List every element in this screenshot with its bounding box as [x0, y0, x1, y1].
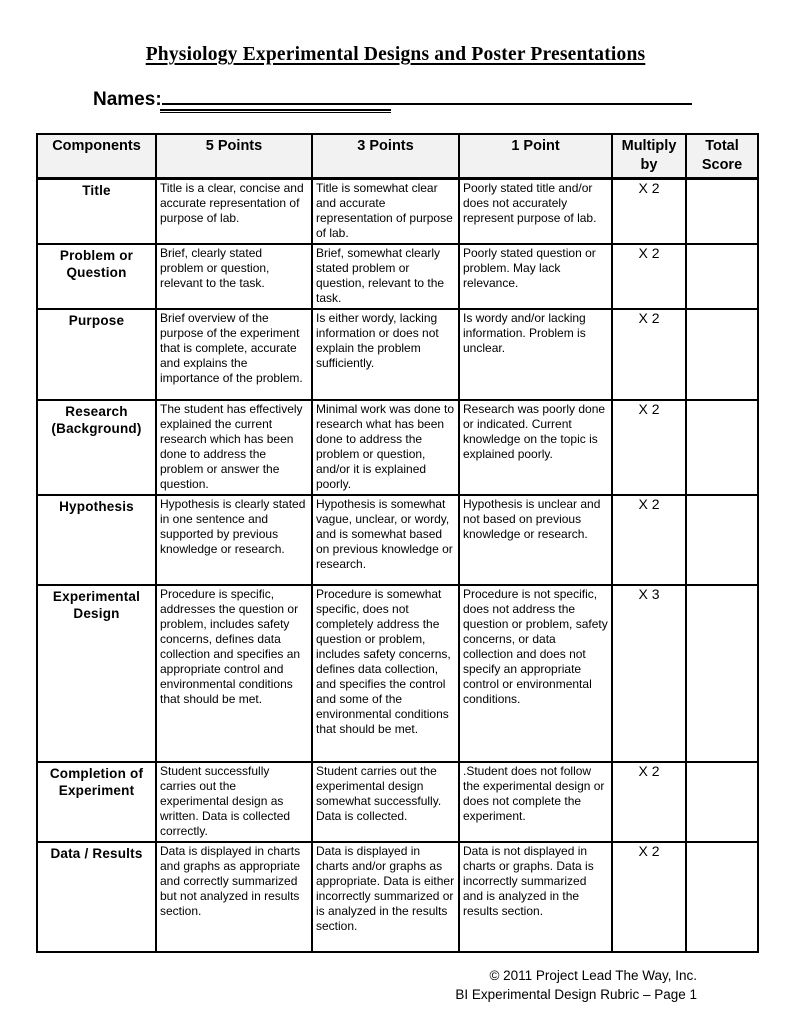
criteria-3pt-cell: Data is displayed in charts and/or graphs as appropriate. Data is either incorrectly summarized or is analyzed in the results section. — [312, 842, 459, 952]
criteria-5pt-cell: Data is displayed in charts and graphs as appropriate and correctly summarized but not analyzed in results section. — [156, 842, 312, 952]
component-cell: Title — [37, 179, 156, 245]
names-underline-segment — [160, 109, 391, 113]
multiply-by-cell: X 2 — [612, 179, 686, 245]
table-row-research-background — [37, 400, 758, 495]
criteria-1pt-cell: Poorly stated question or problem. May lack relevance. — [459, 244, 612, 309]
component-cell: Purpose — [37, 309, 156, 400]
names-label: Names: — [93, 89, 162, 110]
page-footer — [0, 966, 697, 1004]
multiply-by-cell: X 3 — [612, 585, 686, 762]
criteria-1pt-cell: Hypothesis is unclear and not based on previous knowledge or research. — [459, 495, 612, 585]
multiply-by-cell: X 2 — [612, 244, 686, 309]
names-blank-line — [162, 86, 692, 105]
criteria-1pt-cell: Is wordy and/or lacking information. Problem is unclear. — [459, 309, 612, 400]
total-score-cell — [686, 179, 758, 245]
total-score-cell — [686, 244, 758, 309]
total-score-cell — [686, 762, 758, 842]
table-row-experimental-design — [37, 585, 758, 762]
criteria-5pt-cell: Hypothesis is clearly stated in one sentence and supported by previous knowledge or research. — [156, 495, 312, 585]
total-score-cell — [686, 400, 758, 495]
criteria-5pt-cell: Brief, clearly stated problem or question, relevant to the task. — [156, 244, 312, 309]
multiply-by-cell: X 2 — [612, 495, 686, 585]
component-cell: Hypothesis — [37, 495, 156, 585]
component-cell: Experimental Design — [37, 585, 156, 762]
col-header-total-score: Total Score — [686, 134, 758, 179]
page-title-text: Physiology Experimental Designs and Poster Presentations — [145, 44, 646, 65]
multiply-by-cell: X 2 — [612, 400, 686, 495]
component-cell: Completion of Experiment — [37, 762, 156, 842]
col-header-multiply-by: Multiply by — [612, 134, 686, 179]
table-row-problem-or-question — [37, 244, 758, 309]
table-row-purpose — [37, 309, 758, 400]
criteria-1pt-cell: Poorly stated title and/or does not accurately represent purpose of lab. — [459, 179, 612, 245]
criteria-3pt-cell: Procedure is somewhat specific, does not completely address the question or problem, includes safety concerns, defines data collection, and specifies the control and some of the environmental conditions that should be met. — [312, 585, 459, 762]
col-header-1-point: 1 Point — [459, 134, 612, 179]
table-row-completion-of-experiment — [37, 762, 758, 842]
table-row-hypothesis — [37, 495, 758, 585]
criteria-1pt-cell: Data is not displayed in charts or graphs. Data is incorrectly summarized and is analyzed in the results section. — [459, 842, 612, 952]
col-header-3-points: 3 Points — [312, 134, 459, 179]
criteria-3pt-cell: Student carries out the experimental design somewhat successfully. Data is collected. — [312, 762, 459, 842]
rubric-table — [36, 133, 759, 953]
total-score-cell — [686, 842, 758, 952]
header-row — [37, 134, 758, 179]
component-cell: Research (Background) — [37, 400, 156, 495]
criteria-1pt-cell: Research was poorly done or indicated. Current knowledge on the topic is explained poorly. — [459, 400, 612, 495]
total-score-cell — [686, 309, 758, 400]
component-cell: Data / Results — [37, 842, 156, 952]
rubric-page-line: BI Experimental Design Rubric – Page 1 — [455, 987, 697, 1002]
component-cell: Problem or Question — [37, 244, 156, 309]
col-header-5-points: 5 Points — [156, 134, 312, 179]
multiply-by-cell: X 2 — [612, 762, 686, 842]
copyright-line: © 2011 Project Lead The Way, Inc. — [489, 968, 697, 983]
names-row — [93, 86, 791, 112]
criteria-5pt-cell: The student has effectively explained the current research which has been done to address the problem or answer the question. — [156, 400, 312, 495]
criteria-1pt-cell: Procedure is not specific, does not address the question or problem, safety concerns, or data collection and does not specify an appropriate control or environmental conditions. — [459, 585, 612, 762]
criteria-1pt-cell: .Student does not follow the experimental design or does not complete the experiment. — [459, 762, 612, 842]
table-row-data-results — [37, 842, 758, 952]
criteria-5pt-cell: Title is a clear, concise and accurate representation of purpose of lab. — [156, 179, 312, 245]
criteria-5pt-cell: Student successfully carries out the experimental design as written. Data is collected correctly. — [156, 762, 312, 842]
criteria-3pt-cell: Is either wordy, lacking information or does not explain the problem sufficiently. — [312, 309, 459, 400]
criteria-5pt-cell: Procedure is specific, addresses the question or problem, includes safety concerns, defines data collection and specifies an appropriate control and environmental conditions that should be met. — [156, 585, 312, 762]
criteria-3pt-cell: Brief, somewhat clearly stated problem or question, relevant to the task. — [312, 244, 459, 309]
criteria-3pt-cell: Title is somewhat clear and accurate representation of purpose of lab. — [312, 179, 459, 245]
total-score-cell — [686, 585, 758, 762]
criteria-5pt-cell: Brief overview of the purpose of the experiment that is complete, accurate and explains the importance of the problem. — [156, 309, 312, 400]
multiply-by-cell: X 2 — [612, 842, 686, 952]
col-header-components: Components — [37, 134, 156, 179]
criteria-3pt-cell: Hypothesis is somewhat vague, unclear, or wordy, and is somewhat based on previous knowledge or research. — [312, 495, 459, 585]
page-title — [0, 0, 791, 66]
multiply-by-cell: X 2 — [612, 309, 686, 400]
criteria-3pt-cell: Minimal work was done to research what has been done to address the problem or question, and/or it is explained poorly. — [312, 400, 459, 495]
total-score-cell — [686, 495, 758, 585]
table-row-title — [37, 179, 758, 245]
